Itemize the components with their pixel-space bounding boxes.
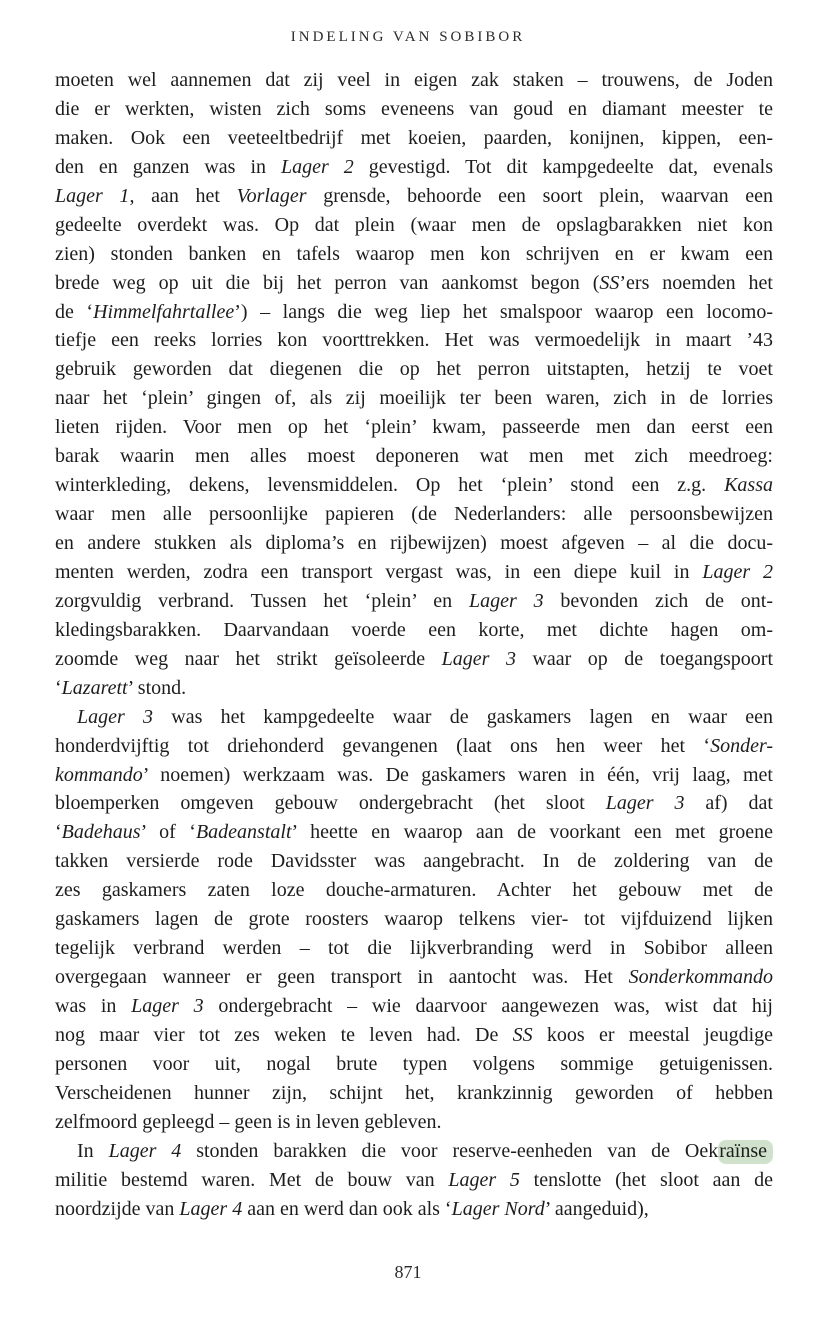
text-line: gedeelte overdekt was. Op dat plein (waar men de opslagbarakken niet kon (55, 213, 773, 236)
text-line: tiefje een reeks lorries kon voorttrekken. Het was vermoedelijk in maart ’43 (55, 329, 773, 352)
text-line: kommando’ noemen) werkzaam was. De gaskamers waren in één, vrij laag, met (55, 763, 773, 786)
page-number: 871 (394, 1262, 422, 1282)
text-line: den en ganzen was in Lager 2 gevestigd. Tot dit kampgedeelte dat, evenals (55, 155, 773, 178)
text-line: Lager 1, aan het Vorlager grensde, behoorde een soort plein, waarvan een (55, 184, 774, 207)
text-line: militie bestemd waren. Met de bouw van Lager 5 tenslotte (het sloot aan de (55, 1168, 773, 1191)
text-line: gebruik geworden dat diegenen die op het perron uitstapten, hetzij te voet (55, 358, 773, 381)
text-line: gaskamers lagen de grote roosters waarop telkens vier- tot vijfduizend lijken (55, 908, 773, 931)
text-line: kledingsbarakken. Daarvandaan voerde een korte, met dichte hagen om- (55, 618, 773, 641)
text-line: zorgvuldig verbrand. Tussen het ‘plein’ en Lager 3 bevonden zich de ont- (55, 589, 773, 612)
body-text (55, 66, 773, 1224)
text-line: menten werden, zodra een transport vergast was, in een diepe kuil in Lager 2 (55, 560, 773, 583)
text-line: die er werkten, wisten zich soms eveneens van goud en diamant meester te (55, 97, 773, 120)
text-line: bloemperken omgeven gebouw ondergebracht (het sloot Lager 3 af) dat (55, 792, 773, 815)
text-line: noordzijde van Lager 4 aan en werd dan ook als ‘Lager Nord’ aangeduid), (55, 1197, 649, 1220)
text-line: zes gaskamers zaten loze douche-armaturen. Achter het gebouw met de (55, 879, 773, 902)
text-line: ‘Lazarett’ stond. (55, 676, 187, 699)
text-line: naar het ‘plein’ gingen of, als zij moeilijk ter been waren, zich in de lorries (55, 387, 773, 410)
text-line: winterkleding, dekens, levensmiddelen. Op het ‘plein’ stond een z.g. Kassa (55, 474, 773, 497)
text-line: honderdvijftig tot driehonderd gevangenen (laat ons hen weer het ‘Sonder- (55, 734, 773, 757)
text-line: en andere stukken als diploma’s en rijbewijzen) moest afgeven – al die docu- (55, 532, 773, 554)
text-line: takken versierde rode Davidsster was aangebracht. In de zoldering van de (55, 850, 773, 873)
text-line: tegelijk verbrand werden – tot die lijkverbranding werd in Sobibor alleen (55, 937, 773, 960)
text-line: moeten wel aannemen dat zij veel in eigen zak staken – trouwens, de Joden (55, 69, 773, 91)
text-line: zien) stonden banken en tafels waarop men kon schrijven en er kwam een (55, 242, 773, 265)
text-line: nog maar vier tot zes weken te leven had. De SS koos er meestal jeugdige (55, 1023, 773, 1046)
text-line: overgegaan wanneer er geen transport in aantocht was. Het Sonderkommando (55, 966, 773, 989)
text-line: maken. Ook een veeteeltbedrijf met koeien, paarden, konijnen, kippen, een- (55, 126, 773, 149)
text-line: zelfmoord gepleegd – geen is in leven gebleven. (55, 1110, 442, 1133)
text-line: Lager 3 was het kampgedeelte waar de gaskamers lagen en waar een (77, 705, 773, 728)
text-line: zoomde weg naar het strikt geïsoleerde Lager 3 waar op de toegangspoort (55, 647, 773, 670)
text-line: Verscheidenen hunner zijn, schijnt het, krankzinnig geworden of hebben (55, 1081, 773, 1104)
text-line: barak waarin men alles moest deponeren wat men met zich meedroeg: (55, 445, 773, 468)
running-header: INDELING VAN SOBIBOR (290, 29, 526, 45)
text-line: In Lager 4 stonden barakken die voor reserve-eenheden van de Oekraïnse (55, 1137, 773, 1166)
text-line: brede weg op uit die bij het perron van aankomst begon (SS’ers noemden het (55, 271, 773, 294)
text-line: was in Lager 3 ondergebracht – wie daarvoor aangewezen was, wist dat hij (55, 995, 773, 1017)
text-line: de ‘Himmelfahrtallee’) – langs die weg liep het smalspoor waarop een locomo- (55, 300, 773, 323)
text-line: waar men alle persoonlijke papieren (de Nederlanders: alle persoonsbewijzen (55, 503, 773, 526)
text-line: ‘Badehaus’ of ‘Badeanstalt’ heette en waarop aan de voorkant een met groene (55, 821, 774, 844)
text-line: personen voor uit, nogal brute typen volgens sommige getuigenissen. (55, 1052, 773, 1075)
text-line: lieten rijden. Voor men op het ‘plein’ kwam, passeerde men dan eerst een (55, 416, 773, 439)
